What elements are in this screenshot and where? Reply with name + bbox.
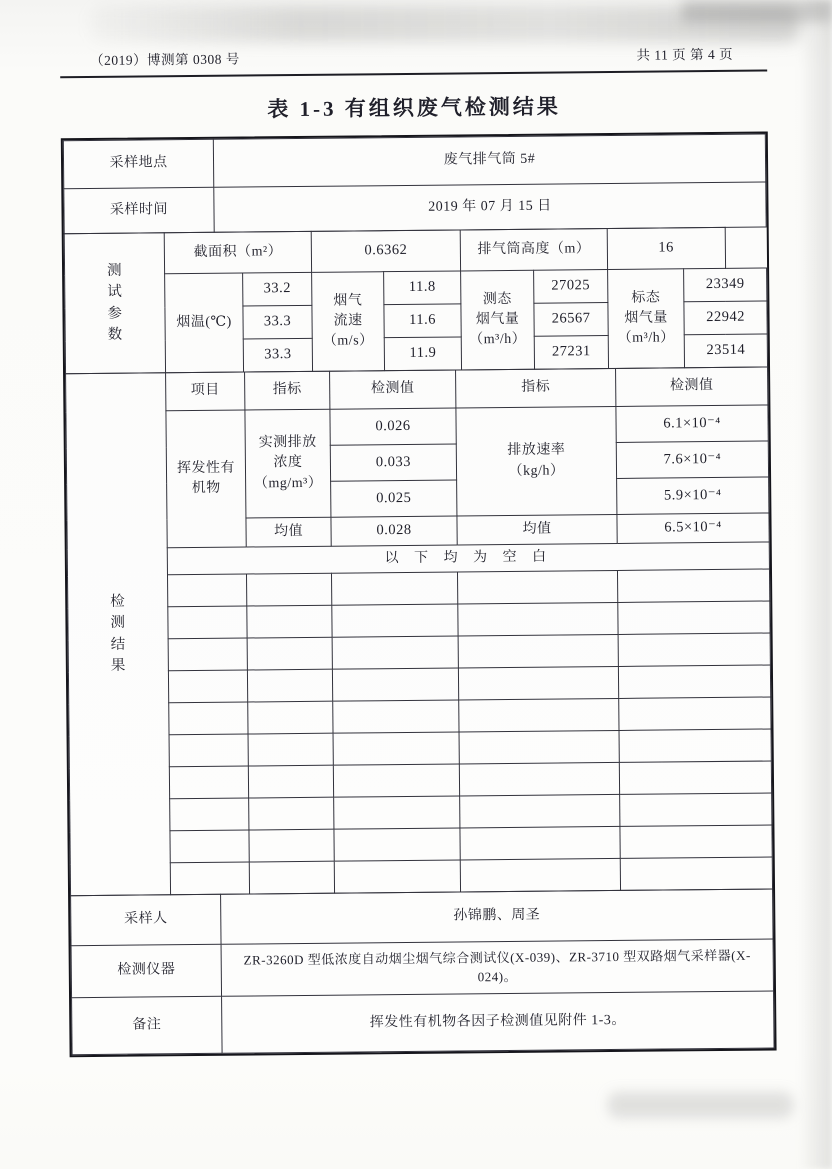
mean-rate-value: 6.5×10⁻⁴ [617,513,769,543]
scan-corner-top-right [682,0,832,22]
empty-cell [247,669,332,702]
empty-cell [248,733,333,766]
empty-cell [169,702,248,735]
empty-cell [619,729,771,762]
empty-cell [458,602,618,636]
temp-value: 33.3 [243,338,312,372]
empty-cell [459,730,619,764]
sampling-location-value: 废气排气筒 5# [213,134,765,187]
sampling-section [63,134,767,235]
empty-cell [459,698,619,732]
empty-cell [334,860,460,893]
measured-flow-value: 27025 [534,270,608,304]
results-table-body [66,367,773,896]
table-row [64,182,766,234]
cross-section-value: 0.6362 [311,230,460,272]
velocity-value: 11.9 [384,337,461,371]
empty-cell [248,701,333,734]
empty-cell [620,793,772,826]
col-header-indicator2: 指标 [456,368,616,408]
mean-label: 均值 [246,517,331,547]
empty-cell [458,666,618,700]
col-header-indicator: 指标 [245,371,330,410]
sampling-time-value: 2019 年 07 月 15 日 [214,182,766,232]
sampling-location-label: 采样地点 [63,139,213,188]
empty-cell [249,797,334,830]
instrument-label: 检测仪器 [71,944,221,997]
empty-cell [334,828,460,861]
emission-rate-value: 6.1×10⁻⁴ [616,405,768,442]
velocity-value: 11.8 [384,271,461,305]
empty-cell [333,764,459,797]
empty-cell [169,766,248,799]
doc-number: （2019）博测第 0308 号 [89,51,240,68]
cross-section-label: 截面积（m²） [164,231,311,273]
footer-section [70,888,775,1055]
empty-cell [332,604,458,637]
velocity-value: 11.6 [384,304,461,338]
emission-rate-value: 7.6×10⁻⁴ [616,441,768,478]
empty-cell [459,762,619,796]
empty-cell [249,861,334,894]
concentration-value: 0.033 [330,444,456,481]
temp-value: 33.2 [243,272,312,306]
detection-results-section [65,366,773,896]
measured-flow-value: 27231 [534,336,608,370]
scan-smudge-top [90,6,800,42]
table-row [72,991,775,1055]
empty-cell [620,825,772,858]
empty-cell [246,573,331,606]
col-header-item: 项目 [166,372,245,411]
concentration-value: 0.026 [330,408,456,445]
empty-cell [457,570,617,604]
test-params-group-label: 测 试 参 数 [64,233,165,374]
col-header-value: 检测值 [330,370,456,409]
remark-label: 备注 [72,996,223,1054]
empty-cell [332,668,458,701]
doc-header [60,42,767,69]
empty-cell [248,765,333,798]
concentration-value: 0.025 [331,480,457,517]
scan-blotch-bottom-right [608,1092,793,1118]
empty-cell [332,636,458,669]
empty-cell [460,858,620,892]
empty-cell [458,634,618,668]
concentration-label: 实测排放 浓度 （mg/m³） [245,409,331,518]
empty-cell [618,601,770,634]
empty-cell [170,798,249,831]
stack-height-value: 16 [607,227,725,269]
standard-flow-value: 23514 [684,334,767,368]
temp-value: 33.3 [243,305,312,339]
empty-cell [167,574,246,607]
empty-cell [333,732,459,765]
document-sheet [60,42,777,1057]
measured-flow-label: 测态 烟气量 （m³/h） [461,270,535,370]
test-params-section [64,227,768,375]
table-row [71,889,773,946]
sampler-label: 采样人 [71,894,221,945]
results-table [61,131,777,1057]
empty-cell [619,761,771,794]
instrument-value: ZR-3260D 型低浓度自动烟尘烟气综合测试仪(X-039)、ZR-3710 型双路烟气采样器(X-024)。 [221,939,773,996]
standard-flow-label: 标态 烟气量 （m³/h） [608,269,685,369]
results-group-label: 检 测 结 果 [66,373,171,896]
empty-cell [333,700,459,733]
empty-cell [169,734,248,767]
empty-cell [249,829,334,862]
velocity-label: 烟气 流速 （m/s） [312,272,385,372]
emission-rate-value: 5.9×10⁻⁴ [617,477,769,514]
empty-cell [331,572,457,605]
empty-cell [168,606,247,639]
emission-rate-label: 排放速率 （kg/h） [456,406,617,516]
empty-cell [247,605,332,638]
stack-height-label: 排气筒高度（m） [460,229,607,271]
page-info: 共 11 页 第 4 页 [636,46,734,63]
empty-cell [334,796,460,829]
empty-cell [170,830,249,863]
empty-cell [618,633,770,666]
table-row [63,134,765,189]
empty-cell [168,670,247,703]
blank-note: 以 下 均 为 空 白 [167,542,769,575]
standard-flow-value: 22942 [684,301,767,335]
temp-label: 烟温(℃) [165,273,244,373]
empty-cell [247,637,332,670]
sampler-value: 孙锦鹏、周圣 [221,889,773,944]
empty-cell [460,794,620,828]
empty-cell [617,569,769,602]
table-row [65,268,767,308]
standard-flow-value: 23349 [684,268,767,302]
item-voc-label: 挥发性有 机物 [166,410,246,548]
table-row [71,939,773,998]
empty-cell [460,826,620,860]
remark-value: 挥发性有机物各因子检测值见附件 1-3。 [222,991,775,1053]
mean-concentration-value: 0.028 [331,516,457,546]
header-rule [60,69,767,78]
scan-shadow-right [798,0,832,1169]
doc-title: 表 1-3 有组织废气检测结果 [267,94,561,122]
mean-label2: 均值 [457,514,617,545]
table-row [64,227,766,275]
empty-cell [170,862,249,895]
empty-cell [168,638,247,671]
sampling-time-label: 采样时间 [64,187,214,233]
empty-cell [619,697,771,730]
empty-cell [618,665,770,698]
measured-flow-value: 26567 [534,303,608,337]
col-header-value2: 检测值 [616,367,768,406]
empty-cell [620,857,772,890]
